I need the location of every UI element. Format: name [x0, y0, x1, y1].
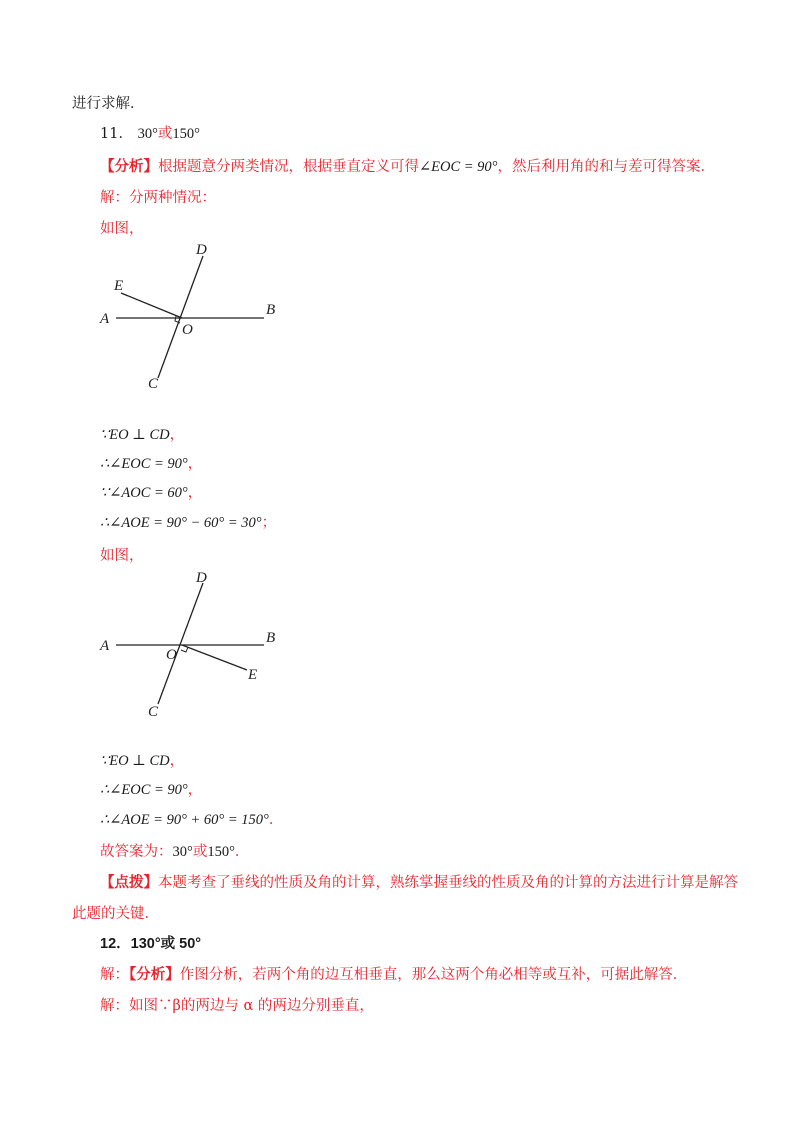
case2-step-3 — [100, 810, 283, 830]
case1-step-2-punct: ， — [187, 456, 203, 472]
case2-step-2 — [100, 780, 202, 800]
q11-point-line-1 — [100, 873, 738, 893]
case1-step-2-math: ∴∠EOC = 90° — [100, 456, 188, 472]
q12-analysis-tag: 【分析】 — [129, 966, 180, 983]
figure-2 — [96, 566, 296, 720]
case1-step-3-punct: ， — [187, 485, 203, 501]
figure2-label-o: O — [166, 647, 177, 663]
previous-solution-tail: 进行求解． — [72, 96, 145, 112]
conclusion-a: 30° — [172, 844, 193, 860]
case2-step-2-math: ∴∠EOC = 90° — [100, 782, 188, 798]
figure1-label-d: D — [196, 242, 207, 258]
conclusion-end: ． — [234, 844, 250, 860]
q11-analysis — [100, 157, 715, 177]
q11-conclusion — [100, 842, 249, 862]
q11-analysis-text-1: 根据题意分两类情况，根据垂直定义可得 — [158, 159, 419, 175]
q11-case1-label: 如图， — [100, 221, 144, 237]
case1-step-3 — [100, 483, 202, 503]
q12-line1-text: 作图分析，若两个角的边互相垂直，那么这两个角必相等或互补，可据此解答． — [179, 967, 688, 983]
point-tag: 【点拨】 — [100, 874, 158, 891]
figure1-label-o: O — [182, 322, 193, 338]
q11-or: 或 — [157, 126, 173, 142]
case1-step-4-math: ∴∠AOE = 90° − 60° = 30° — [100, 515, 262, 531]
conclusion-text: 故答案为： — [100, 844, 173, 860]
case2-step-3-punct: ． — [268, 812, 284, 828]
figure1-label-e: E — [114, 278, 124, 294]
q12-answer: 130°或 50° — [130, 936, 202, 952]
q11-answer-a: 30° — [137, 126, 158, 142]
q11-analysis-text-2: ，然后利用角的和与差可得答案． — [497, 159, 715, 175]
case1-step-4-punct: ； — [261, 515, 277, 531]
q11-point-line-2: 此题的关键． — [72, 906, 159, 922]
figure2-right-angle-mark — [181, 647, 188, 652]
figure1-label-a: A — [100, 311, 110, 327]
q11-number: 11． — [100, 126, 133, 142]
q11-analysis-tag: 【分析】 — [100, 158, 158, 175]
q11-heading — [100, 124, 200, 144]
figure2-label-a: A — [100, 638, 110, 654]
q12-number: 12． — [100, 936, 131, 952]
figure2-label-b: B — [266, 630, 276, 646]
figure1-ray-oe — [121, 293, 182, 318]
figure1-label-b: B — [266, 302, 276, 318]
figure-1 — [96, 238, 296, 392]
case2-step-1-punct: ， — [169, 753, 185, 769]
case1-step-2 — [100, 454, 202, 474]
conclusion-or: 或 — [192, 844, 208, 860]
q11-solution-intro: 解：分两种情况： — [100, 190, 216, 206]
figure2-label-e: E — [248, 667, 258, 683]
q12-line1-prefix: 解： — [100, 967, 129, 983]
figure2-line-cd — [158, 583, 203, 704]
case1-step-4 — [100, 513, 276, 533]
figure2-label-c: C — [148, 704, 159, 720]
case1-step-1-punct: ， — [169, 427, 185, 443]
q11-case2-label: 如图， — [100, 548, 144, 564]
q11-analysis-math: ∠EOC = 90° — [419, 159, 498, 175]
figure1-label-c: C — [148, 376, 159, 392]
case1-step-1-math: ∵EO ⊥ CD — [100, 427, 170, 443]
q12-heading — [100, 934, 201, 954]
q11-answer-b: 150° — [172, 126, 200, 142]
conclusion-b: 150° — [207, 844, 235, 860]
case2-step-1 — [100, 751, 184, 771]
figure2-ray-oe — [182, 645, 247, 670]
point-text-1: 本题考查了垂线的性质及角的计算，熟练掌握垂线的性质及角的计算的方法进行计算是解答 — [158, 875, 738, 891]
q12-line-2: 解：如图∵β的两边与 α 的两边分别垂直， — [100, 998, 374, 1014]
case1-step-3-math: ∵∠AOC = 60° — [100, 485, 188, 501]
figure2-label-d: D — [196, 570, 207, 586]
case2-step-2-punct: ， — [187, 782, 203, 798]
q12-line-1 — [100, 965, 687, 985]
case2-step-3-math: ∴∠AOE = 90° + 60° = 150° — [100, 812, 269, 828]
case1-step-1 — [100, 425, 184, 445]
case2-step-1-math: ∵EO ⊥ CD — [100, 753, 170, 769]
